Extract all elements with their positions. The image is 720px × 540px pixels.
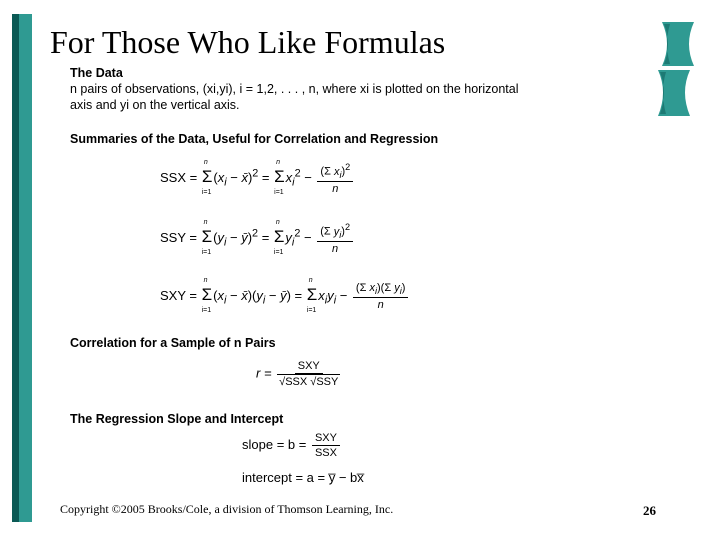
ssy-formula: SSY = Σ n i=1 ($y_i$ − ȳ)$^2$ = Σ n i=1 $y_i^2$ − $\frac{(\Sigma y_i)^2}{n}$ bbox=[160, 222, 355, 255]
formula-content bbox=[70, 64, 550, 494]
regression-heading: The Regression Slope and Intercept bbox=[70, 412, 284, 426]
r-denominator: √SSX √SSY bbox=[279, 376, 339, 388]
left-accent-bar-light bbox=[19, 14, 32, 522]
correlation-formula bbox=[256, 360, 342, 388]
r-numerator: SXY bbox=[295, 360, 323, 374]
copyright-footer: Copyright ©2005 Brooks/Cole, a division of Thomson Learning, Inc. bbox=[60, 502, 394, 516]
slide-title: For Those Who Like Formulas bbox=[50, 24, 446, 60]
ssx-formula: SSX = Σ n i=1 ($x_i$ − x̄)$^2$ = Σ n i=1 $x_i^2$ − $\frac{(\Sigma x_i)^2}{n}$ bbox=[160, 162, 355, 195]
data-heading: The Data bbox=[70, 66, 123, 80]
data-description-line-2: axis and yi on the vertical axis. bbox=[70, 98, 240, 112]
sxy-formula: SXY = Σ n i=1 ($x_i$ − $x̄)(y_i$ − ȳ) = Σ n i=1 $x_iy_i$ − $\frac{(\Sigma x_i)(\Sigma y_i)}{n}$ bbox=[160, 282, 410, 311]
correlation-heading: Correlation for a Sample of n Pairs bbox=[70, 336, 276, 350]
intercept-formula: intercept = a = y̅ − bx̅ bbox=[242, 470, 364, 485]
slope-numerator: SXY bbox=[312, 432, 340, 446]
r-label: r = bbox=[256, 365, 272, 381]
ssy-label: SSY bbox=[160, 229, 186, 245]
ssx-label: SSX bbox=[160, 169, 187, 185]
summaries-heading: Summaries of the Data, Useful for Correlation and Regression bbox=[70, 132, 439, 146]
slope-denominator: SSX bbox=[314, 447, 337, 459]
data-description-line-1: n pairs of observations, (xi,yi), i = 1,2, . . . , n, where xi is plotted on the horizontal bbox=[70, 82, 519, 96]
slope-formula bbox=[242, 432, 342, 459]
slope-label: slope = b = bbox=[242, 436, 307, 452]
wave-decoration-icon bbox=[654, 20, 698, 118]
left-accent-bar-dark bbox=[12, 14, 19, 522]
sxy-label: SXY bbox=[160, 288, 186, 304]
page-number: 26 bbox=[643, 503, 656, 518]
